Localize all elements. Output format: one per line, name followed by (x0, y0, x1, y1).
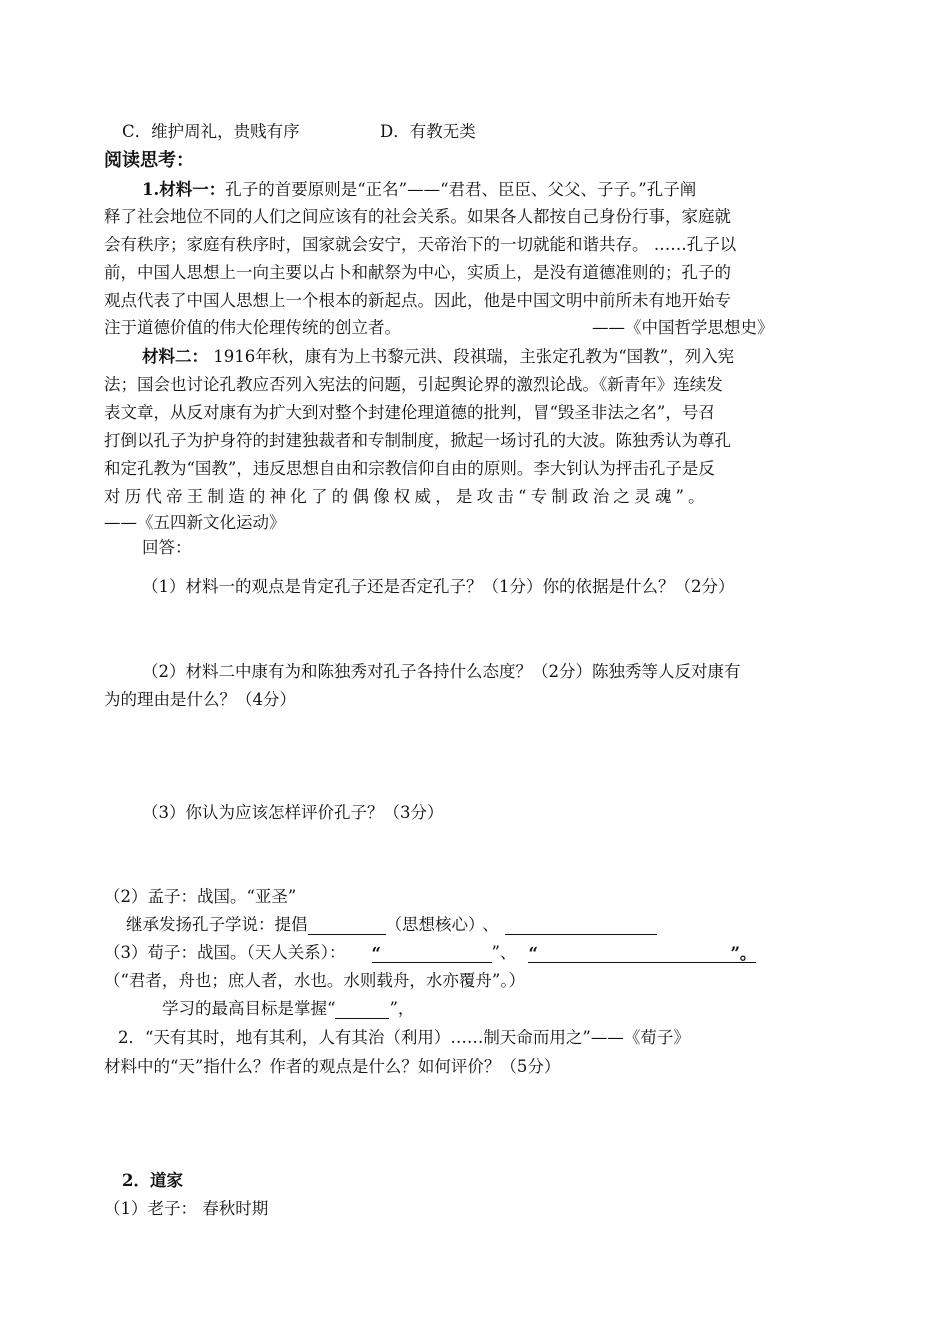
question-1: （1）材料一的观点是肯定孔子还是否定孔子？（1分）你的依据是什么？（2分） (142, 577, 735, 596)
material2-source: ——《五四新文化运动》 (104, 513, 286, 532)
mencius-second-blank[interactable] (505, 916, 657, 935)
material2-line4: 打倒以孔子为护身符的封建独裁者和专制制度，掀起一场讨孔的大波。陈独秀认为尊孔 (104, 431, 731, 450)
material2-line5: 和定孔教为“国教”，违反思想自由和宗教信仰自由的原则。李大钊认为抨击孔子是反 (104, 459, 715, 478)
mencius-inherit: 继承发扬孔子学说：提倡 （思想核心） 、 (126, 915, 657, 935)
laozi-line: （1）老子： 春秋时期 (104, 1199, 269, 1218)
material1-line5: 观点代表了中国人思想上一个根本的新起点。因此，他是中国文明中前所未有地开始专 (104, 291, 731, 310)
answer-label: 回答： (142, 538, 192, 557)
material1-line3: 会有秩序；家庭有秩序时，国家就会安宁，天帝治下的一切就能和谐共存。 ……孔子以 (104, 235, 737, 254)
daoism-title: 2．道家 (122, 1171, 183, 1190)
xunzi-quote: （“君者，舟也；庶人者，水也。水则载舟，水亦覆舟”。） (104, 971, 526, 990)
material2-line3: 表文章，从反对康有为扩大到对整个封建伦理道德的批判，冒“毁圣非法之名”，号召 (104, 403, 715, 422)
question-3: （3）你认为应该怎样评价孔子？（3分） (142, 803, 444, 822)
material1-line1: 1.材料一：孔子的首要原则是“正名”——“君君、臣臣、父父、子子。”孔子阐 (142, 180, 697, 199)
xunzi-question-line2: 材料中的“天”指什么？作者的观点是什么？如何评价？（5分） (104, 1057, 561, 1076)
material1-line4: 前，中国人思想上一向主要以占卜和献祭为中心，实质上，是没有道德准则的；孔子的 (104, 263, 731, 282)
material2-line1: 材料二： 1916年秋，康有为上书黎元洪、段祺瑞，主张定孔教为“国教”，列入宪 (142, 347, 735, 366)
material2-line2: 法；国会也讨论孔教应否列入宪法的问题，引起舆论界的激烈论战。《新青年》连续发 (104, 375, 723, 394)
question-2-line2: 为的理由是什么？（4分） (104, 690, 296, 709)
option-d: D．有教无类 (380, 122, 476, 141)
mencius-title: （2）孟子：战国。“亚圣” (104, 887, 297, 906)
material2-line6: 对历代帝王制造的神化了的偶像权威，是攻击“专制政治之灵魂”。 (104, 487, 709, 506)
material1-source: ——《中国哲学思想史》 (592, 318, 774, 337)
benevolence-blank[interactable] (308, 916, 386, 935)
xunzi-blank-2[interactable]: “ ”。 (528, 944, 757, 963)
xunzi-title: （3）荀子：战国。（天人关系）： “ ”、 “ ”。 (104, 943, 757, 963)
xunzi-blank-1[interactable]: “ (372, 944, 492, 963)
material2-label: 材料二： (142, 347, 208, 366)
material1-line2: 释了社会地位不同的人们之间应该有的社会关系。如果各人都按自己身份行事，家庭就 (104, 207, 731, 226)
material1-line6: 注于道德价值的伟大伦理传统的创立者。 (104, 318, 401, 337)
material1-label: 1.材料一： (142, 180, 226, 199)
xunzi-goal: 学习的最高目标是掌握“ ”， (162, 999, 415, 1018)
xunzi-goal-blank[interactable] (335, 1000, 389, 1019)
reading-title: 阅读思考： (104, 150, 194, 171)
xunzi-question-line1: 2．“天有其时，地有其利，人有其治（利用）……制天命而用之”——《荀子》 (118, 1028, 690, 1047)
question-2-line1: （2）材料二中康有为和陈独秀对孔子各持什么态度？（2分）陈独秀等人反对康有 (142, 662, 741, 681)
option-c: C．维护周礼，贵贱有序 (122, 122, 300, 141)
